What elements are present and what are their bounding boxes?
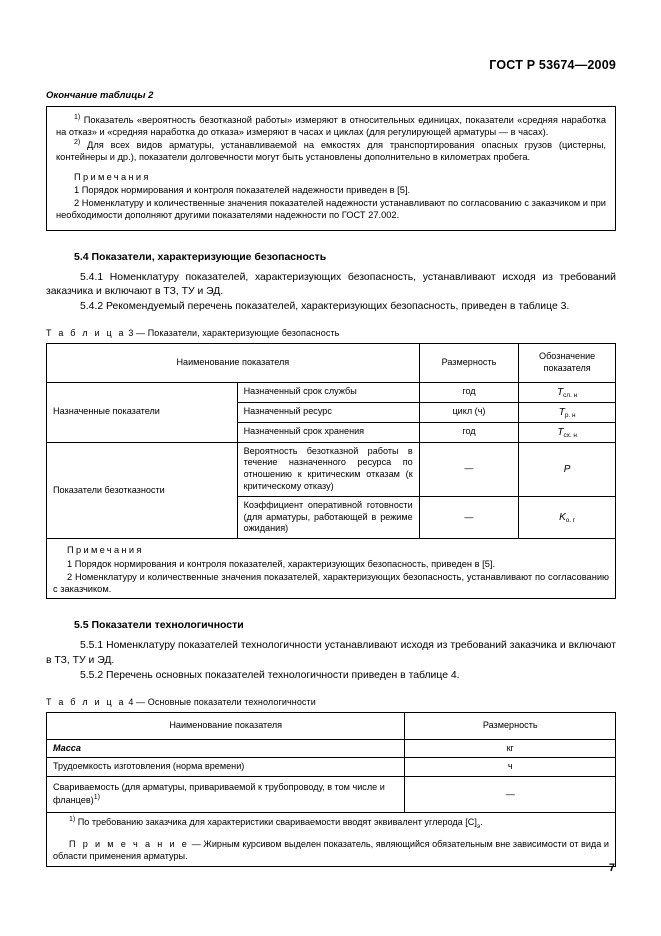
paragraph-5-4-2: 5.4.2 Рекомендуемый перечень показателей, характеризующих безопасность, приведен в таблице 3. xyxy=(80,300,570,312)
table4-row-name-0-text: Масса xyxy=(53,742,81,753)
table4-footnote-subscript: э xyxy=(476,822,481,830)
table-row xyxy=(47,777,616,812)
table3-row-name-0-1: Назначенный ресурс xyxy=(237,402,419,422)
table4-header-row xyxy=(47,712,616,739)
table-row xyxy=(47,442,616,496)
table3-row-name-0-0: Назначенный срок службы xyxy=(237,382,419,402)
symbol-base: K xyxy=(559,512,566,524)
table3-header-symbol-line1: Обозначение xyxy=(539,350,596,361)
symbol-base: P xyxy=(563,463,571,475)
table2-footnote-2 xyxy=(56,139,606,164)
table3-row-name-0-2: Назначенный срок хранения xyxy=(237,422,419,442)
footnote-marker-2: 2) xyxy=(74,138,81,146)
table4-caption-label: Т а б л и ц а xyxy=(46,696,126,707)
table2-continuation-box xyxy=(46,106,616,231)
footnote-marker-1: 1) xyxy=(74,113,81,121)
table3-header-name: Наименование показателя xyxy=(47,343,420,382)
table3-notes-row xyxy=(47,539,616,599)
table3-caption xyxy=(46,328,616,338)
table4-note-heading: П р и м е ч а н и е xyxy=(69,839,190,850)
table2-notes-heading: Примечания xyxy=(74,172,151,183)
table4-header-name: Наименование показателя xyxy=(47,712,405,739)
symbol-base: T xyxy=(557,426,564,438)
table4-row-name-1: Трудоемкость изготовления (норма времени) xyxy=(47,758,405,777)
table4-header-dimension: Размерность xyxy=(405,712,616,739)
symbol-base: T xyxy=(557,386,564,398)
table3-row-dimension-0-0: год xyxy=(419,382,519,402)
table3-row-dimension-0-2: год xyxy=(419,422,519,442)
table2-footnote-1 xyxy=(56,114,606,139)
table3-row-name-1-0: Вероятность безотказной работы в течение назначенного ресурса по отношению к критическим отказам (к критическому отказу) xyxy=(237,442,419,496)
table4-row-dimension-2: — xyxy=(405,777,616,812)
table4-notes-row xyxy=(47,812,616,866)
heading-5-5: 5.5 Показатели технологичности xyxy=(74,619,244,632)
table3-row-dimension-1-1: — xyxy=(419,496,519,538)
symbol-subscript: о. г xyxy=(565,517,576,525)
table3-row-symbol-1-1 xyxy=(519,496,616,538)
table3-note-2: 2 Номенклатуру и количественные значения показателей, характеризующих безопасность, устанавливают по согласованию с заказчиком. xyxy=(53,571,609,595)
table4-row-name-0 xyxy=(47,739,405,758)
table4-caption-number: 4 xyxy=(128,696,134,707)
table3-group-label-0: Назначенные показатели xyxy=(47,382,238,442)
paragraph-5-5-2: 5.5.2 Перечень основных показателей технологичности приведен в таблице 4. xyxy=(80,669,460,681)
table3-note-1: 1 Порядок нормирования и контроля показателей, характеризующих безопасность, приведен в [5]. xyxy=(67,559,496,570)
table3-header-symbol xyxy=(519,343,616,382)
page-number: 7 xyxy=(608,862,615,874)
table2-continuation-caption: Окончание таблицы 2 xyxy=(46,90,154,101)
table-row xyxy=(47,382,616,402)
table4-row-name-2 xyxy=(47,777,405,812)
table-row xyxy=(47,758,616,777)
table3-notes-cell xyxy=(47,539,616,599)
table3-row-symbol-0-2 xyxy=(519,422,616,442)
table3-row-symbol-1-0 xyxy=(519,442,616,496)
table3-caption-number: 3 xyxy=(128,327,134,338)
table-row xyxy=(47,739,616,758)
table3-row-dimension-1-0: — xyxy=(419,442,519,496)
table3-group-label-1: Показатели безотказности xyxy=(47,442,238,539)
page-content xyxy=(46,58,616,867)
table4-footnote-text: По требованию заказчика для характеристики свариваемости вводят эквивалент углерода [C] xyxy=(75,816,477,827)
table-3 xyxy=(46,343,616,599)
paragraph-5-5-1: 5.5.1 Номенклатуру показателей технологичности устанавливают исходя из требований заказчика и включают в ТЗ, ТУ и ЭД. xyxy=(46,640,616,666)
table4-row-name-2-text: Свариваемость (для арматуры, привариваемой к трубопроводу, в том числе и фланцев) xyxy=(53,782,385,806)
table2-note-1: 1 Порядок нормирования и контроля показателей надежности приведен в [5]. xyxy=(74,185,411,196)
table4-note xyxy=(53,838,609,863)
table3-header-symbol-line2: показателя xyxy=(543,362,591,373)
table4-row-footnote-marker: 1) xyxy=(93,794,100,802)
table-4 xyxy=(46,712,616,867)
heading-5-4: 5.4 Показатели, характеризующие безопасность xyxy=(74,250,327,263)
table3-notes-heading: Примечания xyxy=(67,545,144,556)
table4-note-text: — Жирным курсивом выделен показатель, являющийся обязательным вне зависимости от вида и области применения арматуры. xyxy=(53,839,609,862)
table4-footnote xyxy=(53,816,609,831)
table4-footnote-marker: 1) xyxy=(69,815,76,823)
table3-header-dimension: Размерность xyxy=(419,343,519,382)
table2-note-2: 2 Номенклатуру и количественные значения показателей надежности устанавливают по согласованию с заказчиком и при необходимости дополняют другими показателями надежности по ГОСТ 27.002. xyxy=(56,197,606,221)
table4-caption xyxy=(46,697,616,707)
table4-notes-cell xyxy=(47,812,616,866)
table3-row-symbol-0-0 xyxy=(519,382,616,402)
symbol-subscript: сл. н xyxy=(563,391,578,399)
symbol-base: T xyxy=(558,406,565,418)
table3-caption-label: Т а б л и ц а xyxy=(46,327,126,338)
table4-footnote-tail: . xyxy=(480,816,483,827)
table4-row-dimension-1: ч xyxy=(405,758,616,777)
paragraph-5-4-1: 5.4.1 Номенклатуру показателей, характеризующих безопасность, устанавливают исходя из требований заказчика и включают в ТЗ, ТУ и ЭД. xyxy=(46,271,616,297)
table3-row-name-1-1: Коэффициент оперативной готовности (для арматуры, работающей в режиме ожидания) xyxy=(237,496,419,538)
footnote-text-1: Показатель «вероятность безотказной работы» измеряют в относительных единицах, показатели «средняя наработка на отказ» и «средняя наработка до отказа» измеряют в часах и циклах (для регулирующей арматуры — в часах). xyxy=(56,115,606,138)
table3-caption-title: — Показатели, характеризующие безопасность xyxy=(136,327,340,338)
symbol-subscript: сх. н xyxy=(563,431,577,439)
table3-header-row xyxy=(47,343,616,382)
table3-row-symbol-0-1 xyxy=(519,402,616,422)
symbol-subscript: р. н xyxy=(564,411,576,419)
table3-row-dimension-0-1: цикл (ч) xyxy=(419,402,519,422)
running-head: ГОСТ Р 53674—2009 xyxy=(489,58,616,72)
table4-caption-title: — Основные показатели технологичности xyxy=(136,696,316,707)
footnote-text-2: Для всех видов арматуры, устанавливаемой на емкостях для транспортирования опасных грузов (цистерны, контейнеры и др.), показатели долговечности могут быть установлены дополнительно в километрах пробега. xyxy=(56,139,606,163)
table4-row-dimension-0: кг xyxy=(405,739,616,758)
